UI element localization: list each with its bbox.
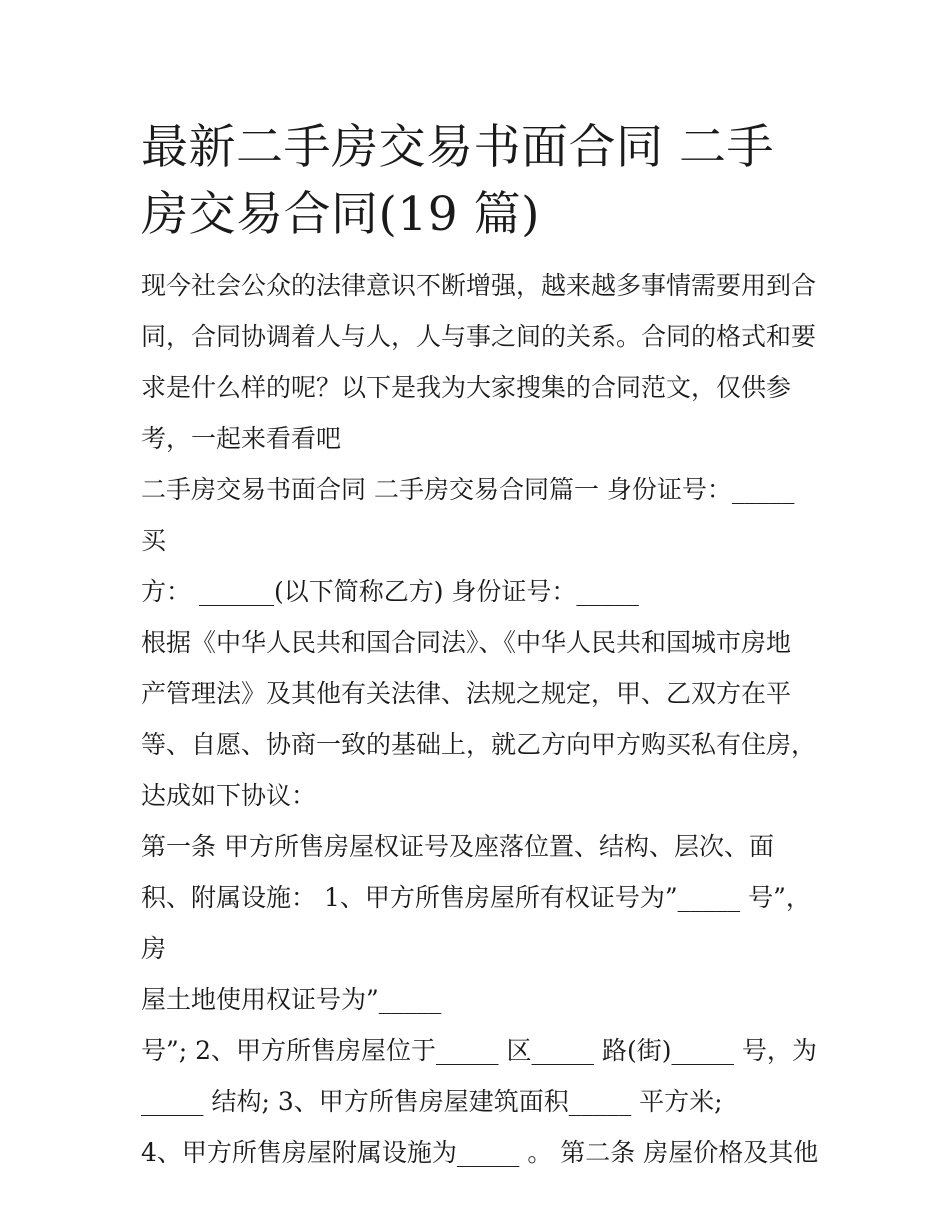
legal-basis-paragraph: 根据《中华人民共和国合同法》、《中华人民共和国城市房地 产管理法》及其他有关法律、法规之规定，甲、乙双方在平 等、自愿、协商一致的基础上，就乙方向甲方购买私有住房， 达成如下协议：	[141, 628, 817, 810]
article-one-paragraph: 第一条 甲方所售房屋权证号及座落位置、结构、层次、面 积、附属设施： 1、甲方所售房屋所有权证号为”_____ 号”，房 屋土地使用权证号为”_____	[141, 832, 811, 1014]
property-details-paragraph: 号”; 2、甲方所售房屋位于_____ 区_____ 路(街)_____ 号，为 _____ 结构; 3、甲方所售房屋建筑面积_____ 平方米;	[141, 1036, 817, 1116]
parties-paragraph: 二手房交易书面合同 二手房交易合同篇一 身份证号：_____ 买 方： ______(以下简称乙方) 身份证号：_____	[141, 475, 795, 606]
intro-paragraph: 现今社会公众的法律意识不断增强，越来越多事情需要用到合 同，合同协调着人与人，人与事之间的关系。合同的格式和要 求是什么样的呢？以下是我为大家搜集的合同范文，仅供参 考，一起来看看吧	[141, 271, 817, 453]
facilities-paragraph: 4、甲方所售房屋附属设施为_____ 。 第二条 房屋价格及其他	[141, 1138, 819, 1167]
document-body	[141, 114, 821, 1178]
document-title: 最新二手房交易书面合同 二手 房交易合同(19 篇)	[141, 120, 774, 242]
